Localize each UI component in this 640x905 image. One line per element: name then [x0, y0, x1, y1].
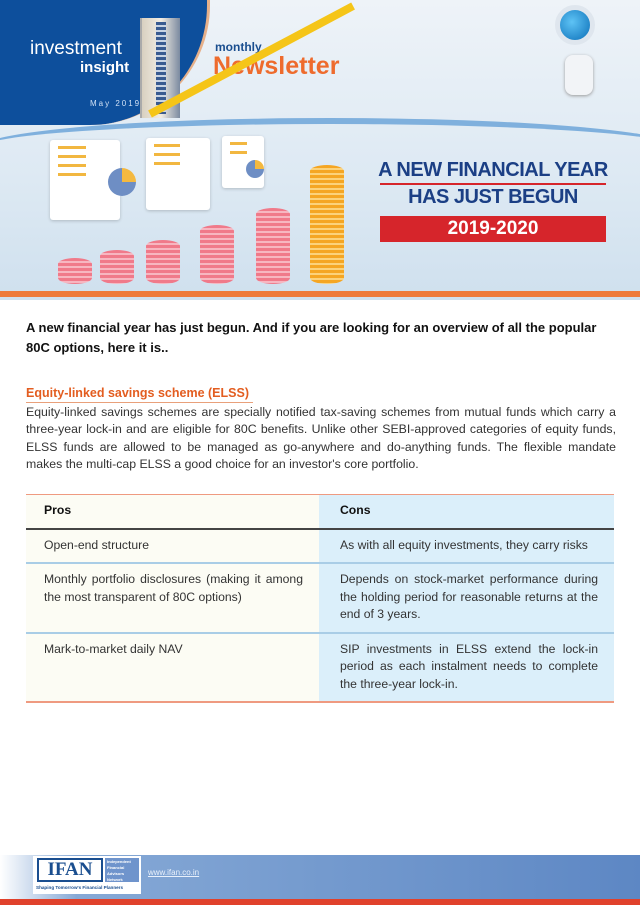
- con-cell: SIP investments in ELSS extend the lock-in period as each instalment needs to complete the three-year lock-in.: [319, 633, 614, 703]
- pie-chart-icon: [246, 160, 264, 178]
- con-cell: As with all equity investments, they carry risks: [319, 529, 614, 564]
- table-header: [26, 495, 614, 529]
- robot-head-icon: [555, 5, 595, 45]
- brand-line2: insight: [80, 59, 130, 76]
- coin-stack-icon: [256, 208, 290, 284]
- header-cons: Cons: [319, 495, 614, 529]
- year-badge: 2019-2020: [380, 216, 606, 242]
- coin-stack-icon: [146, 240, 180, 284]
- intro-text: A new financial year has just begun. And if you are looking for an overview of all the popular 80C options, here it is..: [26, 320, 597, 355]
- pro-cell: Monthly portfolio disclosures (making it among the most transparent of 80C options): [26, 563, 319, 633]
- con-cell: Depends on stock-market performance during the holding period for reasonable returns at the end of 3 years.: [319, 563, 614, 633]
- website-link[interactable]: www.ifan.co.in: [148, 868, 200, 877]
- headline-line2: HAS JUST BEGUN: [380, 183, 606, 210]
- pros-cons-table: [26, 494, 614, 703]
- logo-tagline: Shaping Tomorrow's Financial Planners: [36, 885, 124, 890]
- logo-text: IFAN: [37, 858, 103, 882]
- headline-line1: A NEW FINANCIAL YEAR: [378, 159, 608, 181]
- pie-chart-icon: [108, 168, 136, 196]
- kicker: monthly: [215, 40, 262, 54]
- document-icon: [146, 138, 210, 210]
- coin-stack-icon: [58, 258, 92, 284]
- section-title: Equity-linked savings scheme (ELSS): [26, 386, 253, 403]
- ifan-logo: [33, 856, 141, 894]
- pro-cell: Mark-to-market daily NAV: [26, 633, 319, 703]
- coin-stack-icon: [100, 250, 134, 284]
- hero-headline: [366, 158, 620, 210]
- newsletter-title: Newsletter: [213, 52, 340, 80]
- footer-bar: [0, 899, 640, 905]
- table-row: [26, 633, 614, 703]
- section-body: Equity-linked savings schemes are specially notified tax-saving schemes from mutual funds which carry a three-year lock-in and are eligible for 80C benefits. Unlike other SEBI-approved categories of equity funds, ELSS funds are allowed to be managed as go-anywhere and do-anything funds. The flexible mandate makes the multi-cap ELSS a good choice for an investor's core portfolio.: [26, 405, 616, 471]
- table-row: [26, 529, 614, 564]
- robot-body-icon: [565, 55, 593, 95]
- coin-stack-icon: [200, 225, 234, 284]
- table-row: [26, 563, 614, 633]
- brand-line1: investment: [30, 38, 122, 59]
- divider: [0, 291, 640, 297]
- logo-side-text: Independent Financial Advisors Network: [105, 858, 139, 882]
- header-banner: [0, 0, 640, 300]
- header-pros: Pros: [26, 495, 319, 529]
- coin-stack-icon: [310, 165, 344, 284]
- pro-cell: Open-end structure: [26, 529, 319, 564]
- issue-date: May 2019: [90, 99, 142, 108]
